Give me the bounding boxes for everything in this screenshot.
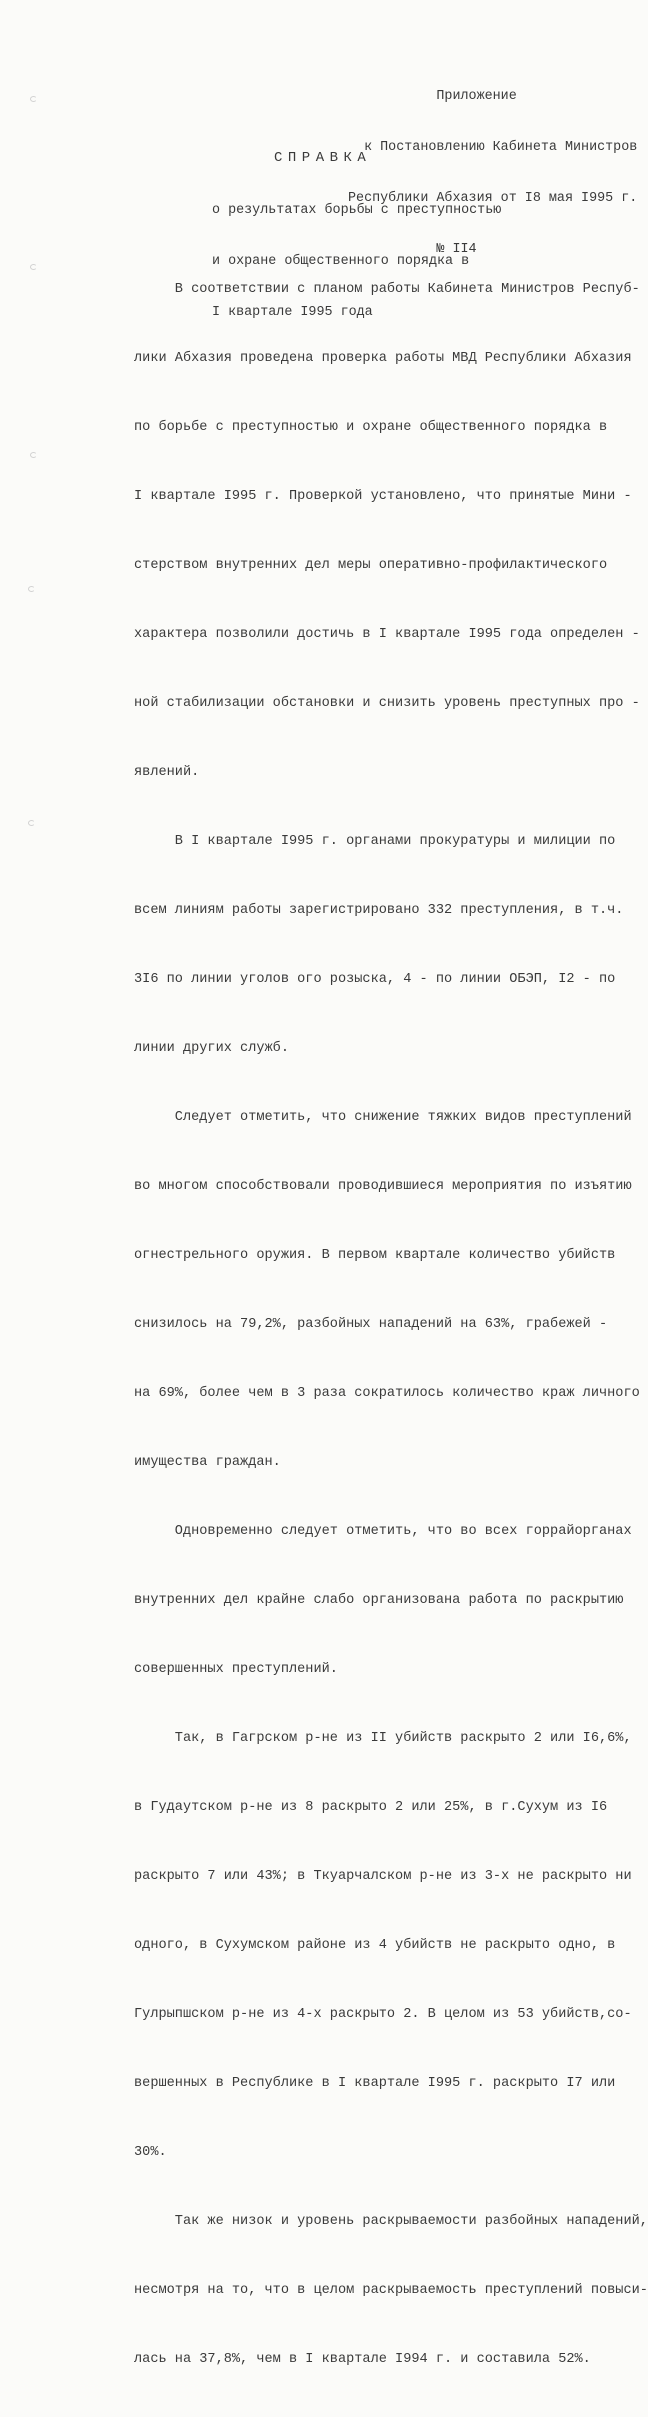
body-line: Гулрыпшском р-не из 4-х раскрыто 2. В целом из 53 убийств,со- bbox=[134, 2007, 632, 2022]
punch-hole-mark bbox=[28, 820, 35, 826]
punch-hole-mark bbox=[30, 452, 37, 458]
subtitle-line: о результатах борьбы с преступностью bbox=[212, 203, 502, 218]
body-line: 30%. bbox=[134, 2145, 167, 2160]
body-line: ной стабилизации обстановки и снизить уровень преступных про - bbox=[134, 696, 640, 711]
body-line: лась на 37,8%, чем в I квартале I994 г. и составила 52%. bbox=[134, 2352, 591, 2367]
body-line: на 69%, более чем в 3 раза сократилось количество краж личного bbox=[134, 1386, 640, 1401]
body-line: одного, в Сухумском районе из 4 убийств не раскрыто одно, в bbox=[134, 1938, 616, 1953]
body-line: имущества граждан. bbox=[134, 1455, 281, 1470]
body-line: В соответствии с планом работы Кабинета Министров Респуб- bbox=[134, 282, 640, 297]
body-line: всем линиям работы зарегистрировано 332 преступления, в т.ч. bbox=[134, 903, 624, 918]
body-line: по борьбе с преступностью и охране общественного порядка в bbox=[134, 420, 608, 435]
punch-hole-mark bbox=[30, 96, 37, 102]
body-line: стерством внутренних дел меры оперативно-профилактического bbox=[134, 558, 608, 573]
appendix-line: Приложение bbox=[348, 89, 517, 104]
body-line: лики Абхазия проведена проверка работы МВД Республики Абхазия bbox=[134, 351, 632, 366]
body-line: явлений. bbox=[134, 765, 200, 780]
punch-hole-mark bbox=[30, 264, 37, 270]
subtitle-line: I квартале I995 года bbox=[212, 305, 373, 320]
body-line: огнестрельного оружия. В первом квартале количество убийств bbox=[134, 1248, 616, 1263]
body-line: характера позволили достичь в I квартале I995 года определен - bbox=[134, 627, 640, 642]
body-line: совершенных преступлений. bbox=[134, 1662, 338, 1677]
body-line: Так же низок и уровень раскрываемости разбойных нападений, bbox=[134, 2214, 648, 2229]
body-line: Следует отметить, что снижение тяжких видов преступлений bbox=[134, 1110, 632, 1125]
body-line: раскрыто 7 или 43%; в Ткуарчалском р-не из 3-х не раскрыто ни bbox=[134, 1869, 632, 1884]
body-line: снизилось на 79,2%, разбойных нападений на 63%, грабежей - bbox=[134, 1317, 608, 1332]
subtitle-line: и охране общественного порядка в bbox=[212, 254, 470, 269]
body-line: во многом способствовали проводившиеся мероприятия по изъятию bbox=[134, 1179, 632, 1194]
body-line: несмотря на то, что в целом раскрываемость преступлений повыси- bbox=[134, 2283, 648, 2298]
body-line: линии других служб. bbox=[134, 1041, 289, 1056]
body-line: вершенных в Республике в I квартале I995 г. раскрыто I7 или bbox=[134, 2076, 616, 2091]
body-line: в Гудаутском р-не из 8 раскрыто 2 или 25%, в г.Сухум из I6 bbox=[134, 1800, 608, 1815]
appendix-line: Республики Абхазия от I8 мая I995 г. bbox=[348, 191, 638, 206]
body-line: внутренних дел крайне слабо организована работа по раскрытию bbox=[134, 1593, 624, 1608]
body-line: Одновременно следует отметить, что во всех горрайорганах bbox=[134, 1524, 632, 1539]
document-title: СПРАВКА bbox=[274, 150, 372, 166]
body-line: I квартале I995 г. Проверкой установлено, что принятые Мини - bbox=[134, 489, 632, 504]
appendix-line: № II4 bbox=[348, 242, 477, 257]
body-line: 3I6 по линии уголов ого розыска, 4 - по линии ОБЭП, I2 - по bbox=[134, 972, 616, 987]
appendix-line: к Постановлению Кабинета Министров bbox=[348, 140, 638, 155]
punch-hole-mark bbox=[28, 586, 35, 592]
document-body bbox=[134, 232, 648, 2417]
body-line: В I квартале I995 г. органами прокуратуры и милиции по bbox=[134, 834, 616, 849]
body-line: Так, в Гагрском р-не из II убийств раскрыто 2 или I6,6%, bbox=[134, 1731, 632, 1746]
